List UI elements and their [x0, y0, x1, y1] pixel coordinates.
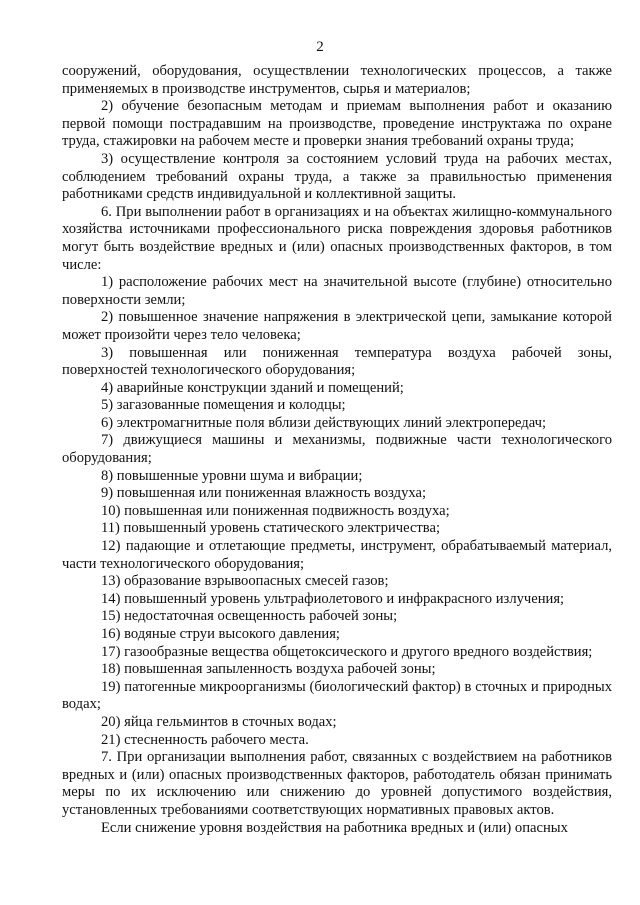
section-7-paragraph: 7. При организации выполнения работ, связанных с воздействием на работников вредных и (или) опасных производственных факторов, работодатель обязан принимать меры по их исключению или снижению до уровней допустимого воздействия, установленных требованиями соответствующих нормативных правовых актов. — [62, 749, 612, 818]
factor-item: 9) повышенная или пониженная влажность воздуха; — [101, 485, 427, 502]
factor-item: 7) движущиеся машины и механизмы, подвижные части технологического оборудования; — [62, 432, 612, 467]
factor-item: 4) аварийные конструкции зданий и помещений; — [101, 379, 404, 396]
factor-item: 11) повышенный уровень статического электричества; — [101, 520, 441, 537]
factor-item: 18) повышенная запыленность воздуха рабочей зоны; — [101, 661, 436, 678]
factor-item: 15) недостаточная освещенность рабочей зоны; — [101, 608, 398, 625]
factor-item: 14) повышенный уровень ультрафиолетового и инфракрасного излучения; — [101, 590, 565, 607]
factor-item: 1) расположение рабочих мест на значительной высоте (глубине) относительно поверхности земли; — [62, 274, 612, 308]
factor-item: 20) яйца гельминтов в сточных водах; — [101, 713, 337, 730]
section-6-intro: 6. При выполнении работ в организациях и на объектах жилищно-коммунального хозяйства источниками профессионального риска повреждения здоровья работников могут быть воздействие вредных и (или) опасных производственных факторов, в том числе: — [62, 203, 612, 273]
factor-item: 8) повышенные уровни шума и вибрации; — [101, 467, 363, 484]
factor-item: 12) падающие и отлетающие предметы, инструмент, обрабатываемый материал, части технологического оборудования; — [62, 538, 612, 572]
factor-item: 16) водяные струи высокого давления; — [101, 626, 340, 642]
page-number: 2 — [316, 39, 324, 55]
factor-item: 2) повышенное значение напряжения в электрической цепи, замыкание которой может произойти через тело человека; — [62, 309, 612, 343]
list-item-training: 2) обучение безопасным методам и приемам выполнения работ и оказанию первой помощи пострадавшим на производстве, проведение инструктажа по охране труда, стажировки на рабочем месте и проверки знания требований охраны труда; — [62, 98, 612, 150]
factor-item: 19) патогенные микроорганизмы (биологический фактор) в сточных и природных водах; — [62, 678, 612, 713]
paragraph-continued-next-page: Если снижение уровня воздействия на работника вредных и (или) опасных — [101, 819, 568, 836]
factor-item: 17) газообразные вещества общетоксического и другого вредного воздействия; — [101, 643, 593, 660]
factor-item: 10) повышенная или пониженная подвижность воздуха; — [101, 502, 450, 519]
factor-item: 21) стесненность рабочего места. — [101, 731, 309, 748]
paragraph-continuation: сооружений, оборудования, осуществлении технологических процессов, а также применяемых в производстве инструментов, сырья и материалов; — [62, 63, 612, 97]
factor-item: 13) образование взрывоопасных смесей газов; — [101, 573, 389, 590]
factor-item: 6) электромагнитные поля вблизи действующих линий электропередач; — [101, 414, 547, 431]
factor-item: 3) повышенная или пониженная температура воздуха рабочей зоны, поверхностей технологического оборудования; — [62, 344, 612, 379]
document-body — [62, 63, 612, 837]
list-item-control: 3) осуществление контроля за состоянием условий труда на рабочих местах, соблюдением требований охраны труда, а также за правильностью применения работниками средств индивидуальной и коллективной защиты. — [62, 150, 612, 203]
factor-item: 5) загазованные помещения и колодцы; — [101, 397, 346, 414]
